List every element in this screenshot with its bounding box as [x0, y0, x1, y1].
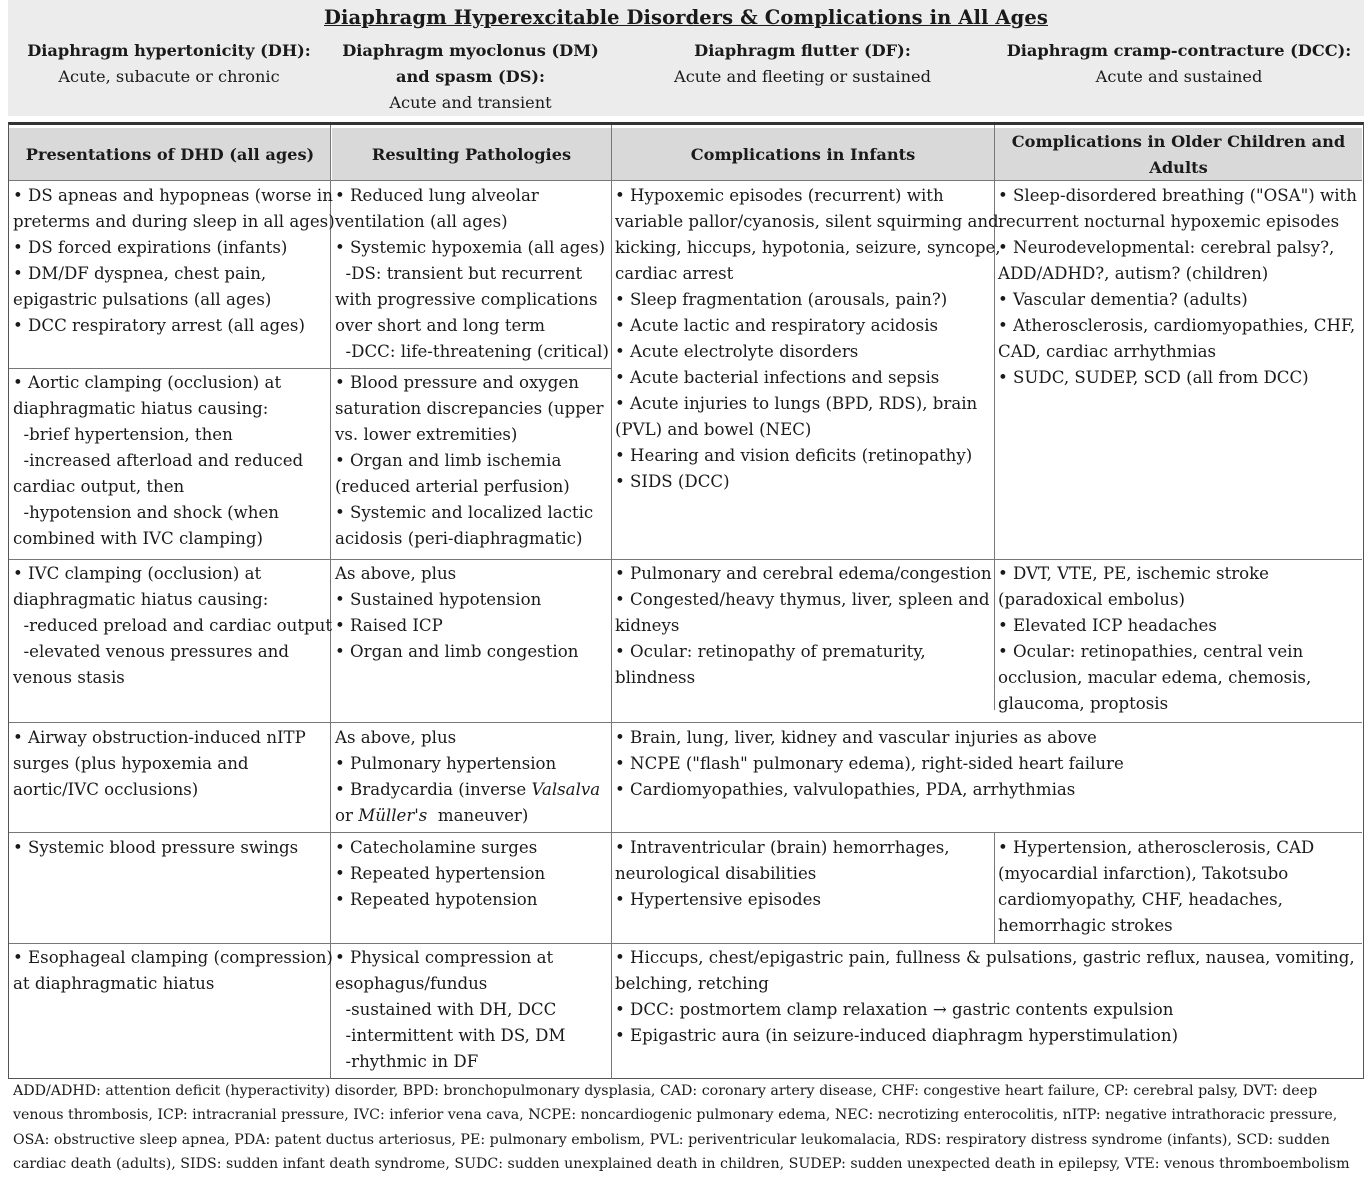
cell-r6-presentations: • Esophageal clamping (compression) at diaphragmatic hiatus: [13, 948, 333, 993]
disorder-name: Diaphragm hypertonicity (DH):: [27, 41, 311, 60]
cell-r5-infants: • Intraventricular (brain) hemorrhages, neurological disabilities • Hypertensive episodes: [615, 838, 950, 909]
cell-r5-older: • Hypertension, atherosclerosis, CAD (myocardial infarction), Takotsubo cardiomyopathy, CHF, headaches, hemorrhagic strokes: [998, 838, 1315, 935]
disorder-dm-ds: [330, 38, 611, 116]
disorder-name: Diaphragm cramp-contracture (DCC):: [1006, 41, 1352, 60]
disorder-desc: Acute, subacute or chronic: [58, 67, 280, 86]
grid-line: [9, 368, 611, 369]
cell-r1-presentations: • DS apneas and hypopneas (worse in preterms and during sleep in all ages) • DS forced expirations (infants) • DM/DF dyspnea, chest pain, epigastric pulsations (all ages) • DCC respiratory arrest (all ages): [13, 186, 335, 335]
valsalva-term: Valsalva: [531, 780, 601, 799]
grid-line: [994, 832, 995, 943]
column-header-pathologies: Resulting Pathologies: [332, 128, 611, 181]
column-header-presentations: Presentations of DHD (all ages): [9, 128, 331, 181]
cell-r2-pathologies: • Blood pressure and oxygen saturation discrepancies (upper vs. lower extremities) • Organ and limb ischemia (reduced arterial perfusion) • Systemic and localized lactic acidosis (peri-diaphragmatic): [335, 373, 604, 548]
disorder-dcc: [994, 38, 1364, 90]
cell-r3-older: • DVT, VTE, PE, ischemic stroke (paradoxical embolus) • Elevated ICP headaches • Ocular: retinopathies, central vein occlusion, macular edema, chemosis, glaucoma, proptosis: [998, 564, 1312, 713]
disorders-header: [8, 0, 1364, 116]
cell-r4-complications: • Brain, lung, liver, kidney and vascular injuries as above • NCPE ("flash" pulmonary edema), right-sided heart failure • Cardiomyopathies, valvulopathies, PDA, arrhythmias: [615, 728, 1124, 799]
cell-r4-presentations: • Airway obstruction-induced nITP surges (plus hypoxemia and aortic/IVC occlusions): [13, 728, 306, 799]
cell-r12-infants: • Hypoxemic episodes (recurrent) with variable pallor/cyanosis, silent squirming and kicking, hiccups, hypotonia, seizure, syncope, cardiac arrest • Sleep fragmentation (arousals, pain?) • Acute lactic and respiratory acidosis • Acute electrolyte disorders • Acute bacterial infections and sepsis • Acute injuries to lungs (BPD, RDS), brain (PVL) and bowel (NEC) • Hearing and vision deficits (retinopathy) • SIDS (DCC): [615, 186, 1001, 491]
page-title: Diaphragm Hyperexcitable Disorders & Complications in All Ages: [324, 6, 1048, 29]
disorder-name: Diaphragm myoclonus (DM) and spasm (DS):: [342, 41, 599, 86]
disorder-df: [611, 38, 994, 90]
cell-r3-infants: • Pulmonary and cerebral edema/congestion • Congested/heavy thymus, liver, spleen and kidneys • Ocular: retinopathy of prematurity, blindness: [615, 564, 992, 687]
cell-r4-pathologies: [335, 725, 600, 829]
disorder-name: Diaphragm flutter (DF):: [694, 41, 911, 60]
disorder-dh: [8, 38, 330, 90]
column-header-older: Complications in Older Children and Adults: [995, 128, 1362, 181]
grid-line: [9, 180, 1362, 181]
cell-r3-presentations: • IVC clamping (occlusion) at diaphragmatic hiatus causing: -reduced preload and cardiac output -elevated venous pressures and venous stasis: [13, 564, 333, 687]
cell-r2-presentations: • Aortic clamping (occlusion) at diaphragmatic hiatus causing: -brief hypertension, then -increased afterload and reduced cardiac output, then -hypotension and shock (when combined with IVC clamping): [13, 373, 304, 548]
cell-r4-pathologies-or: or: [335, 806, 359, 825]
cell-r4-pathologies-end: maneuver): [427, 806, 529, 825]
grid-line: [9, 832, 1362, 833]
column-header-infants: Complications in Infants: [612, 128, 994, 181]
disorder-desc: Acute and transient: [389, 93, 552, 112]
cell-r4-pathologies-text: As above, plus • Pulmonary hypertension • Bradycardia (inverse: [335, 728, 557, 799]
grid-line: [9, 559, 1362, 560]
grid-line: [9, 943, 1362, 944]
cell-r6-pathologies: • Physical compression at esophagus/fundus -sustained with DH, DCC -intermittent with DS, DM -rhythmic in DF: [335, 948, 566, 1071]
cell-r3-pathologies: As above, plus • Sustained hypotension • Raised ICP • Organ and limb congestion: [335, 564, 579, 661]
disorder-desc: Acute and sustained: [1095, 67, 1263, 86]
cell-r12-older: • Sleep-disordered breathing ("OSA") with recurrent nocturnal hypoxemic episodes • Neurodevelopmental: cerebral palsy?, ADD/ADHD?, autism? (children) • Vascular dementia? (adults) • Atherosclerosis, cardiomyopathies, CHF, CAD, cardiac arrhythmias • SUDC, SUDEP, SCD (all from DCC): [998, 186, 1357, 387]
grid-line: [611, 125, 612, 1079]
disorder-desc: Acute and fleeting or sustained: [674, 67, 931, 86]
cell-r6-complications: • Hiccups, chest/epigastric pain, fullness & pulsations, gastric reflux, nausea, vomiting, belching, retching • DCC: postmortem clamp relaxation → gastric contents expulsion • Epigastric aura (in seizure-induced diaphragm hyperstimulation): [615, 948, 1355, 1045]
cell-r1-pathologies: • Reduced lung alveolar ventilation (all ages) • Systemic hypoxemia (all ages) -DS: transient but recurrent with progressive complications over short and long term -DCC: life-threatening (critical): [335, 186, 609, 361]
cell-r5-presentations: • Systemic blood pressure swings: [13, 838, 299, 857]
complications-table: [8, 122, 1364, 1079]
cell-r5-pathologies: • Catecholamine surges • Repeated hypertension • Repeated hypotension: [335, 838, 546, 909]
grid-line: [9, 722, 1362, 723]
abbreviations-footnote: ADD/ADHD: attention deficit (hyperactivity) disorder, BPD: bronchopulmonary dysplasia, CAD: coronary artery disease, CHF: congestive heart failure, CP: cerebral palsy, DVT: deep venous thrombosis, ICP: intracranial pressure, IVC: inferior vena cava, NCPE: noncardiogenic pulmonary edema, NEC: necrotizing enterocolitis, nITP: negative intrathoracic pressure, OSA: obstructive sleep apnea, PDA: patent ductus arteriosus, PE: pulmonary embolism, PVL: periventricular leukomalacia, RDS: respiratory distress syndrome (infants), SCD: sudden cardiac death (adults), SIDS: sudden infant death syndrome, SUDC: sudden unexplained death in children, SUDEP: sudden unexpected death in epilepsy, VTE: venous thromboembolism: [13, 1083, 1350, 1172]
muller-term: Müller's: [358, 806, 428, 825]
